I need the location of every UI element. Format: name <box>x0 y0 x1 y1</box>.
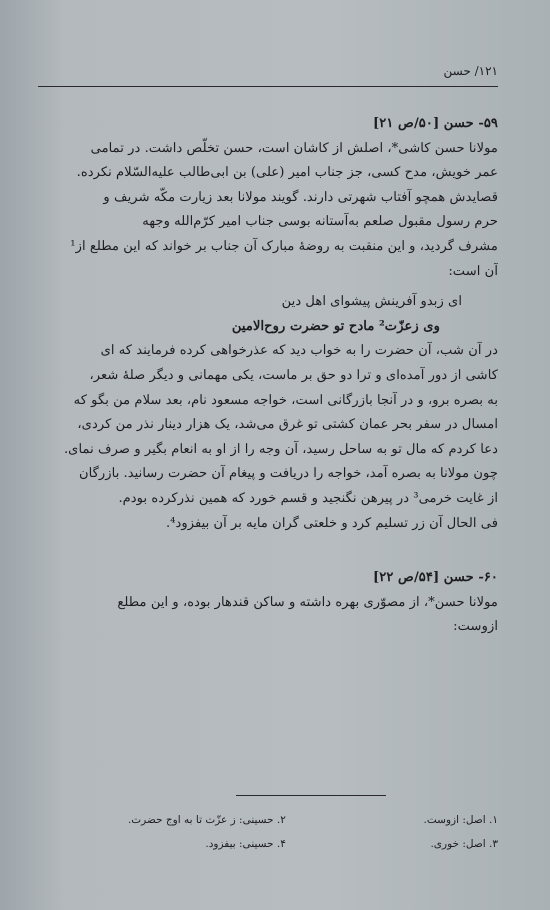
verse-line-1: ای زبدو آفرینش پیشوای اهل دین <box>281 294 462 310</box>
section-gap <box>38 536 498 566</box>
text-line: چون مولانا به بصره آمد، خواجه را دریافت و پیغام آن حضرت رسانید. بازرگان <box>78 466 498 482</box>
text-line: ازوست: <box>453 619 498 635</box>
text-line: مولانا حسن کاشی*، اصلش از کاشان است، حسن تخلّص داشت. در تمامی <box>90 140 498 156</box>
entry-59-heading: ۵۹- حسن [۵۰/ص ۲۱] <box>373 116 498 131</box>
footnote-3: ۳. اصل: خوری. <box>430 838 498 850</box>
running-header <box>38 64 498 86</box>
footnote-row <box>90 808 498 832</box>
text-line: حرم رسول مقبول صلعم به‌آستانه بوسی جناب امیر کرّم‌الله وجهه <box>142 214 498 230</box>
entry-60-heading: ۶۰- حسن [۵۴/ص ۲۲] <box>373 570 498 586</box>
footnote-row <box>90 832 498 856</box>
text-line: از غایت خرمی³ در پیرهن نگنجید و قسم خورد که همین نذرکرده بودم. <box>118 490 498 506</box>
footnote-rule <box>236 795 386 796</box>
footnote-2: ۲. حسینی: ز عزّت تا به اوج حضرت. <box>127 814 286 826</box>
page-body <box>38 112 498 640</box>
text-line: مولانا حسن*، از مصوّری بهره داشته و ساکن قندهار بوده، و این مطلع <box>117 594 498 610</box>
text-line: دعا کردم که مال تو به ساحل رسید، آن وجه را از او به انعام بگیر و صرف نمای. <box>63 441 498 457</box>
footnotes <box>90 808 498 856</box>
text-line: آن است: <box>448 263 498 279</box>
text-line: عمر خویش، مدح کسی، جز جناب امیر (علی) بن ابی‌طالب علیه‌السّلام نکرده. <box>76 165 498 181</box>
text-line: قصایدش همچو آفتاب شهرتی دارند. گویند مولانا بعد زیارت مکّه شریف و <box>103 189 498 205</box>
text-line: مشرف گردید، و این منقبت به روضهٔ مبارک آن جناب بر خواند که این مطلع از¹ <box>70 238 498 254</box>
text-line: به بصره برو، و در آنجا بازرگانی است، خواجه مسعود نام، بعد سلام من بگو که <box>73 392 498 408</box>
page-label: ۱۲۱/ حسن <box>443 64 498 78</box>
header-rule <box>38 86 498 87</box>
verse-line-2: وی زعزّت² مادح تو حضرت روح‌الامین <box>231 318 440 334</box>
footnote-4: ۴. حسینی: بیفزود. <box>205 838 286 850</box>
text-line: فی الحال آن زر تسلیم کرد و خلعتی گران مایه بر آن بیفزود⁴. <box>165 515 498 531</box>
text-line: کاشی از دور آمده‌ای و ترا دو حق بر ماست، یکی مهمانی و دیگر صلهٔ شعر، <box>89 367 498 383</box>
footnote-1: ۱. اصل: ازوست. <box>423 814 498 826</box>
text-line: در آن شب، آن حضرت را به خواب دید که عذرخواهی کرده فرمایند که ای <box>100 343 498 359</box>
text-line: امسال در سفر بحر عمان کشتی تو غرق می‌شد، یک هزار دینار نذر من کردی، <box>77 417 498 433</box>
